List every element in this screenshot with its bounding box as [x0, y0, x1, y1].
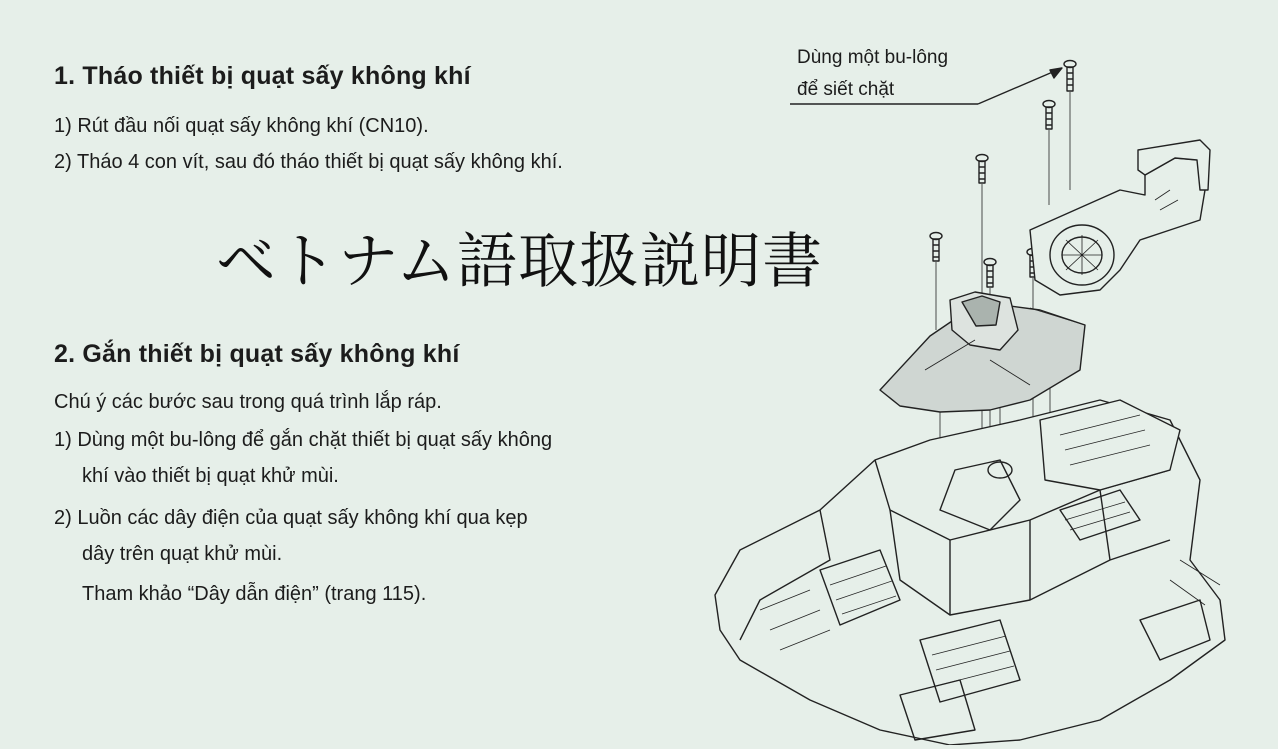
callout-line1: Dùng một bu-lông [797, 47, 949, 68]
section2-title: 2. Gắn thiết bị quạt sấy không khí [54, 340, 460, 368]
overlay-title: ベトナム語取扱説明書 [216, 227, 823, 297]
callout-leader [790, 68, 1062, 104]
section1-step-1: 1) Rút đầu nối quạt sấy không khí (CN10). [54, 115, 429, 137]
section1-title: 1. Tháo thiết bị quạt sấy không khí [54, 62, 471, 90]
section2-intro: Chú ý các bước sau trong quá trình lắp ráp. [54, 391, 442, 413]
screw-icon [1043, 101, 1055, 130]
screw-icon [930, 233, 942, 262]
screw-icon [1064, 61, 1076, 92]
lower-chassis [715, 400, 1225, 745]
screw-icon [976, 155, 988, 184]
air-dryer-housing [880, 292, 1085, 412]
callout-line2: để siết chặt [797, 79, 895, 100]
section1-step-2: 2) Tháo 4 con vít, sau đó tháo thiết bị quạt sấy không khí. [54, 151, 563, 173]
section2-step2-line1: 2) Luồn các dây điện của quạt sấy không khí qua kẹp [54, 507, 528, 529]
air-dryer-fan-unit [1030, 140, 1210, 295]
section2-step1-line1: 1) Dùng một bu-lông để gắn chặt thiết bị quạt sấy không [54, 429, 553, 451]
section2-step2-line3: Tham khảo “Dây dẫn điện” (trang 115). [82, 583, 427, 605]
assembly-diagram [700, 40, 1260, 745]
screw-icon [984, 259, 996, 288]
section2-step1-line2: khí vào thiết bị quạt khử mùi. [82, 465, 339, 487]
section2-step2-line2: dây trên quạt khử mùi. [82, 543, 283, 565]
